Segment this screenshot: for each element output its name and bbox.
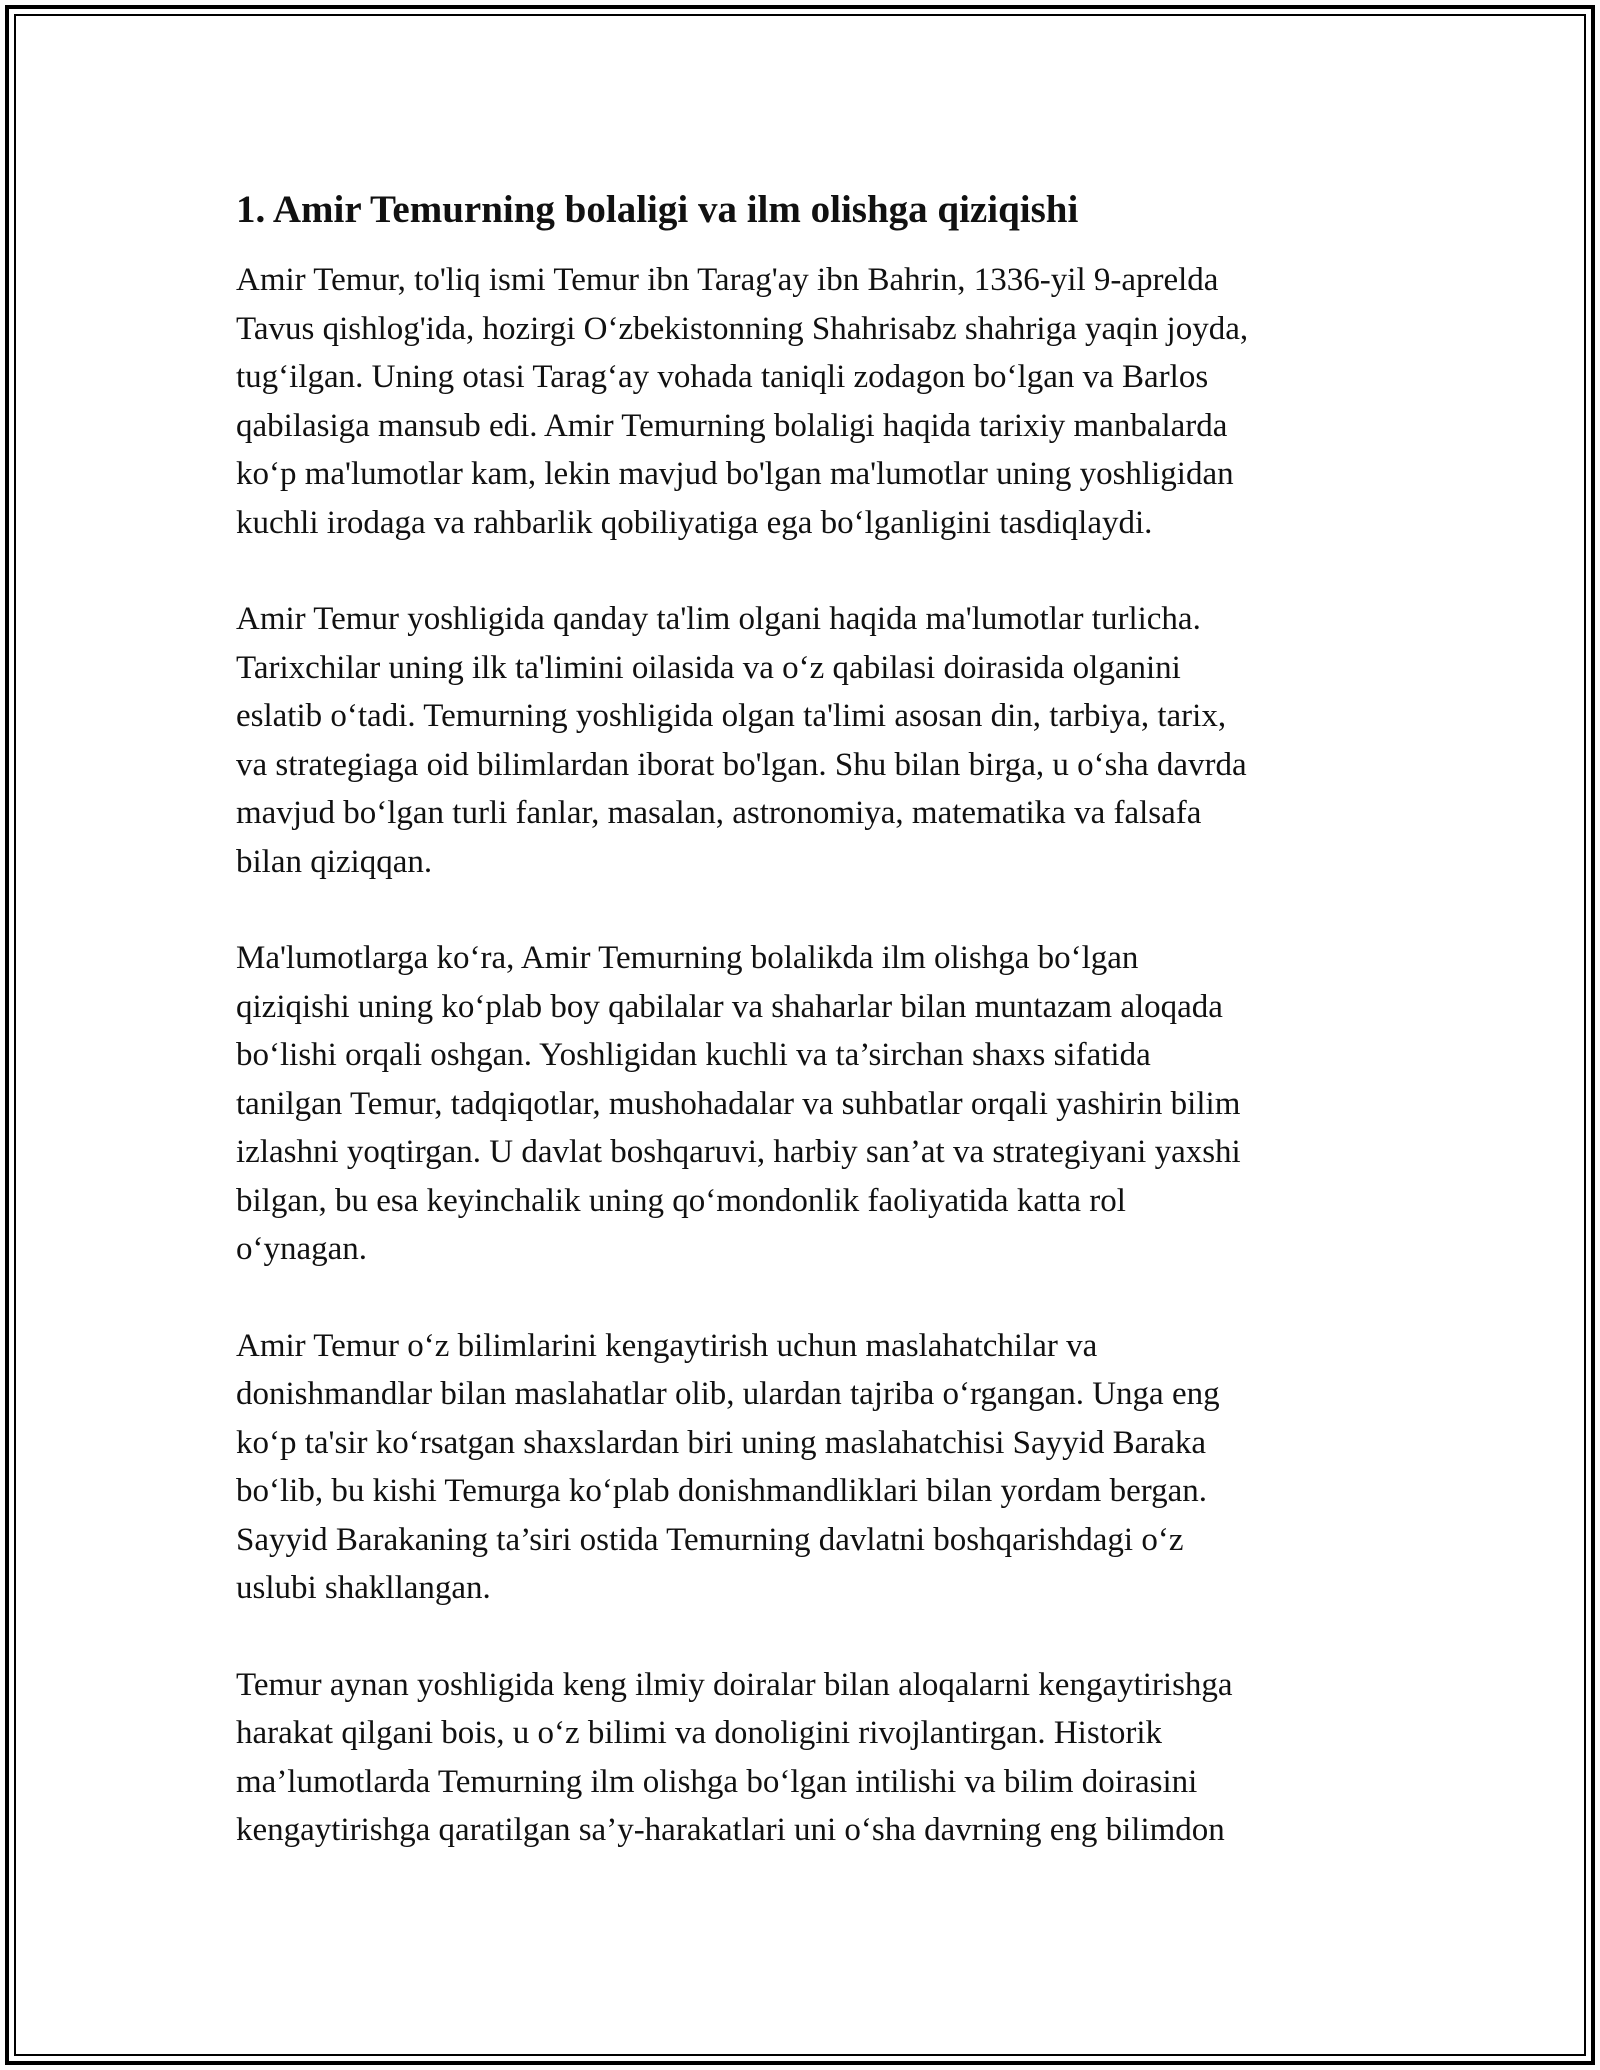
paragraph-line: Amir Temur yoshligida qanday ta'lim olgani haqida ma'lumotlar turlicha. bbox=[236, 601, 1201, 637]
paragraph-1 bbox=[236, 256, 1366, 547]
paragraph-line: va strategiaga oid bilimlardan iborat bo'lgan. Shu bilan birga, u o‘sha davrda bbox=[236, 746, 1247, 783]
paragraph-line: Sayyid Barakaning ta’siri ostida Temurning davlatni boshqarishdagi o‘z bbox=[236, 1521, 1184, 1558]
paragraph-line: bo‘lishi orqali oshgan. Yoshligidan kuchli va ta’sirchan shaxs sifatida bbox=[236, 1037, 1151, 1073]
document-body bbox=[236, 186, 1366, 1903]
paragraph-line: Temur aynan yoshligida keng ilmiy doiralar bilan aloqalarni kengaytirishga bbox=[236, 1666, 1233, 1703]
paragraph-line: izlashni yoqtirgan. U davlat boshqaruvi, harbiy san’at va strategiyani yaxshi bbox=[236, 1134, 1241, 1170]
paragraph-4 bbox=[236, 1322, 1366, 1613]
paragraph-5 bbox=[236, 1661, 1366, 1855]
paragraph-line: eslatib o‘tadi. Temurning yoshligida olgan ta'limi asosan din, tarbiya, tarix, bbox=[236, 698, 1227, 734]
paragraph-line: o‘ynagan. bbox=[236, 1231, 368, 1267]
paragraph-line: uslubi shakllangan. bbox=[236, 1570, 491, 1606]
paragraph-2 bbox=[236, 595, 1366, 886]
paragraph-line: donishmandlar bilan maslahatlar olib, ulardan tajriba o‘rgangan. Unga eng bbox=[236, 1376, 1220, 1412]
paragraph-line: tug‘ilgan. Uning otasi Tarag‘ay vohada taniqli zodagon bo‘lgan va Barlos bbox=[236, 359, 1209, 395]
paragraph-line: harakat qilgani bois, u o‘z bilimi va donoligini rivojlantirgan. Historik bbox=[236, 1715, 1162, 1751]
paragraph-line: bo‘lib, bu kishi Temurga ko‘plab donishmandliklari bilan yordam bergan. bbox=[236, 1473, 1208, 1509]
paragraph-3 bbox=[236, 934, 1366, 1274]
section-heading: 1. Amir Temurning bolaligi va ilm olishga qiziqishi bbox=[236, 188, 1079, 231]
paragraph-line: Ma'lumotlarga ko‘ra, Amir Temurning bolalikda ilm olishga bo‘lgan bbox=[236, 940, 1139, 976]
paragraph-line: bilan qiziqqan. bbox=[236, 843, 433, 880]
paragraph-line: kuchli irodaga va rahbarlik qobiliyatiga ega bo‘lganligini tasdiqlaydi. bbox=[236, 504, 1153, 541]
paragraph-line: ko‘p ta'sir ko‘rsatgan shaxslardan biri uning maslahatchisi Sayyid Baraka bbox=[236, 1424, 1207, 1461]
paragraph-line: kengaytirishga qaratilgan sa’y-harakatlari uni o‘sha davrning eng bilimdon bbox=[236, 1812, 1225, 1848]
paragraph-line: qiziqishi uning ko‘plab boy qabilalar va shaharlar bilan muntazam aloqada bbox=[236, 988, 1223, 1025]
paragraph-line: tanilgan Temur, tadqiqotlar, mushohadalar va suhbatlar orqali yashirin bilim bbox=[236, 1085, 1241, 1122]
paragraph-line: Tarixchilar uning ilk ta'limini oilasida va o‘z qabilasi doirasida olganini bbox=[236, 649, 1181, 686]
paragraph-line: Amir Temur o‘z bilimlarini kengaytirish uchun maslahatchilar va bbox=[236, 1327, 1098, 1364]
paragraph-line: mavjud bo‘lgan turli fanlar, masalan, astronomiya, matematika va falsafa bbox=[236, 795, 1202, 831]
paragraph-line: Amir Temur, to'liq ismi Temur ibn Tarag'ay ibn Bahrin, 1336-yil 9-aprelda bbox=[236, 262, 1219, 298]
paragraph-line: ko‘p ma'lumotlar kam, lekin mavjud bo'lgan ma'lumotlar uning yoshligidan bbox=[236, 456, 1234, 492]
paragraph-line: ma’lumotlarda Temurning ilm olishga bo‘lgan intilishi va bilim doirasini bbox=[236, 1763, 1198, 1800]
paragraph-line: bilgan, bu esa keyinchalik uning qo‘mondonlik faoliyatida katta rol bbox=[236, 1182, 1126, 1219]
paragraph-line: qabilasiga mansub edi. Amir Temurning bolaligi haqida tarixiy manbalarda bbox=[236, 407, 1228, 444]
paragraph-line: Tavus qishlog'ida, hozirgi O‘zbekistonning Shahrisabz shahriga yaqin joyda, bbox=[236, 310, 1249, 347]
